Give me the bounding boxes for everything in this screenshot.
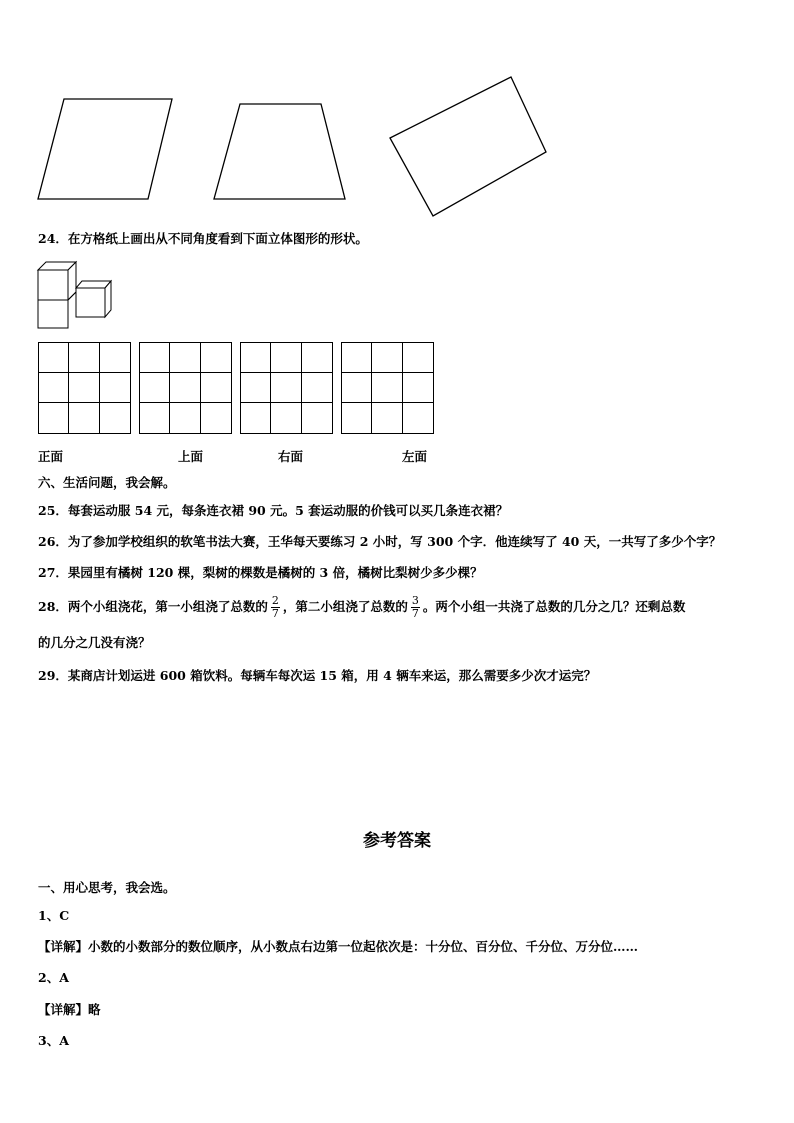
grid-left[interactable] [341, 342, 434, 434]
label-right: 右面 [278, 449, 304, 464]
answer-2: 2、A [38, 970, 69, 985]
fraction-2-7: $\frac{2}{7}$ [271, 594, 279, 620]
label-left: 左面 [402, 449, 428, 464]
parallelogram-shape [38, 99, 172, 199]
grid-front[interactable] [38, 342, 131, 434]
q28-text-2: ，第二小组浇了总数的 [282, 599, 408, 614]
question-28-line-2: 的几分之几没有浇？ [38, 635, 151, 650]
q28-text-3: 。两个小组一共浇了总数的几分之几？还剩总数 [422, 599, 686, 614]
question-28 [38, 595, 685, 620]
tilted-rectangle-shape [390, 77, 546, 216]
label-top: 上面 [178, 449, 204, 464]
section-6-heading: 六、生活问题，我会解。 [38, 475, 176, 490]
answer-2-detail: 【详解】略 [38, 1002, 101, 1017]
fraction-3-7: $\frac{3}{7}$ [411, 594, 419, 620]
question-26: 26．为了参加学校组织的软笔书法大赛，王华每天要练习 2 小时，写 300 个字．他连续写了 40 天，一共写了多少个字？ [38, 534, 722, 549]
question-25: 25．每套运动服 54 元，每条连衣裙 90 元。5 套运动服的价钱可以买几条连衣裙？ [38, 503, 509, 518]
cube-solid-figure [36, 258, 116, 330]
question-27: 27．果园里有橘树 120 棵，梨树的棵数是橘树的 3 倍，橘树比梨树少多少棵？ [38, 565, 483, 580]
answer-1: 1、C [38, 908, 70, 923]
grid-top[interactable] [139, 342, 232, 434]
answer-3: 3、A [38, 1033, 69, 1048]
answer-section-1: 一、用心思考，我会选。 [38, 880, 176, 895]
answer-1-detail: 【详解】小数的小数部分的数位顺序，从小数点右边第一位起依次是：十分位、百分位、千分位、万分位…… [38, 939, 639, 954]
grid-right[interactable] [240, 342, 333, 434]
q28-text-1: 28．两个小组浇花，第一小组浇了总数的 [38, 599, 268, 614]
question-29: 29．某商店计划运进 600 箱饮料。每辆车每次运 15 箱，用 4 辆车来运，那么需要多少次才运完？ [38, 668, 597, 683]
label-front: 正面 [38, 449, 64, 464]
top-shapes-figure [0, 0, 794, 230]
answer-title: 参考答案 [363, 831, 431, 851]
trapezoid-shape [214, 104, 345, 199]
question-24: 24．在方格纸上画出从不同角度看到下面立体图形的形状。 [38, 231, 368, 246]
